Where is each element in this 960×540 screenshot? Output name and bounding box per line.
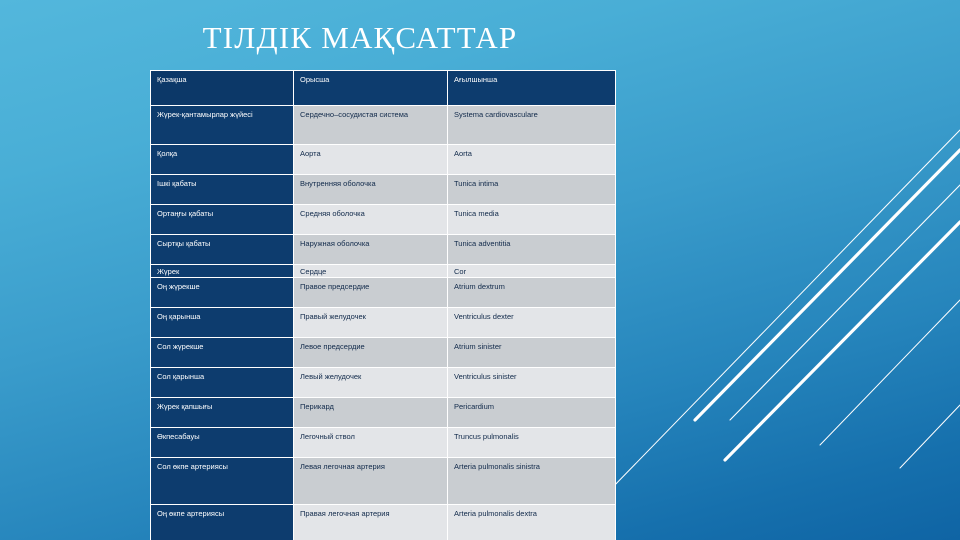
- cell-english: Arteria pulmonalis sinistra: [448, 458, 616, 505]
- cell-russian: Легочный ствол: [294, 428, 448, 458]
- cell-english: Tunica adventitia: [448, 235, 616, 265]
- cell-russian: Наружная оболочка: [294, 235, 448, 265]
- table-body: [151, 106, 616, 540]
- cell-russian: Правый желудочек: [294, 308, 448, 338]
- cell-english: Systema cardiovasculare: [448, 106, 616, 145]
- cell-english: Arteria pulmonalis dextra: [448, 505, 616, 540]
- cell-russian: Внутренняя оболочка: [294, 175, 448, 205]
- cell-russian: Правое предсердие: [294, 278, 448, 308]
- table-row: [151, 428, 616, 458]
- cell-kazakh: Өкпесабауы: [151, 428, 294, 458]
- cell-kazakh: Жүрек-қантамырлар жүйесі: [151, 106, 294, 145]
- cell-russian: Левая легочная артерия: [294, 458, 448, 505]
- cell-kazakh: Сыртқы қабаты: [151, 235, 294, 265]
- cell-english: Aorta: [448, 145, 616, 175]
- cell-english: Atrium sinister: [448, 338, 616, 368]
- table-row: [151, 265, 616, 278]
- cell-russian: Правая легочная артерия: [294, 505, 448, 540]
- table-row: [151, 106, 616, 145]
- cell-kazakh: Ішкі қабаты: [151, 175, 294, 205]
- cell-english: Ventriculus sinister: [448, 368, 616, 398]
- table-row: [151, 398, 616, 428]
- cell-english: Truncus pulmonalis: [448, 428, 616, 458]
- table-header: [151, 71, 616, 106]
- cell-english: Tunica intima: [448, 175, 616, 205]
- cell-russian: Сердечно–сосудистая система: [294, 106, 448, 145]
- table-row: [151, 145, 616, 175]
- cell-kazakh: Сол қарынша: [151, 368, 294, 398]
- vocabulary-table-container: [150, 70, 615, 540]
- cell-russian: Левое предсердие: [294, 338, 448, 368]
- cell-kazakh: Оң жүрекше: [151, 278, 294, 308]
- cell-russian: Перикард: [294, 398, 448, 428]
- column-header-russian: Орысша: [294, 71, 448, 106]
- table-row: [151, 458, 616, 505]
- cell-english: Atrium dextrum: [448, 278, 616, 308]
- cell-kazakh: Қолқа: [151, 145, 294, 175]
- table-row: [151, 505, 616, 540]
- cell-english: Ventriculus dexter: [448, 308, 616, 338]
- table-row: [151, 338, 616, 368]
- table-row: [151, 235, 616, 265]
- cell-kazakh: Ортаңғы қабаты: [151, 205, 294, 235]
- cell-kazakh: Сол жүрекше: [151, 338, 294, 368]
- cell-english: Cor: [448, 265, 616, 278]
- column-header-kazakh: Қазақша: [151, 71, 294, 106]
- table-header-row: [151, 71, 616, 106]
- table-row: [151, 205, 616, 235]
- cell-english: Tunica media: [448, 205, 616, 235]
- cell-kazakh: Оң қарынша: [151, 308, 294, 338]
- table-row: [151, 368, 616, 398]
- vocabulary-table: [150, 70, 616, 540]
- cell-russian: Левый желудочек: [294, 368, 448, 398]
- table-row: [151, 278, 616, 308]
- cell-kazakh: Жүрек қапшығы: [151, 398, 294, 428]
- cell-russian: Средняя оболочка: [294, 205, 448, 235]
- page-title: ТІЛДІК МАҚСАТТАР: [202, 20, 518, 55]
- cell-kazakh: Жүрек: [151, 265, 294, 278]
- cell-russian: Сердце: [294, 265, 448, 278]
- column-header-english: Ағылшынша: [448, 71, 616, 106]
- cell-kazakh: Сол өкпе артериясы: [151, 458, 294, 505]
- cell-kazakh: Оң өкпе артериясы: [151, 505, 294, 540]
- table-row: [151, 175, 616, 205]
- cell-english: Pericardium: [448, 398, 616, 428]
- cell-russian: Аорта: [294, 145, 448, 175]
- table-row: [151, 308, 616, 338]
